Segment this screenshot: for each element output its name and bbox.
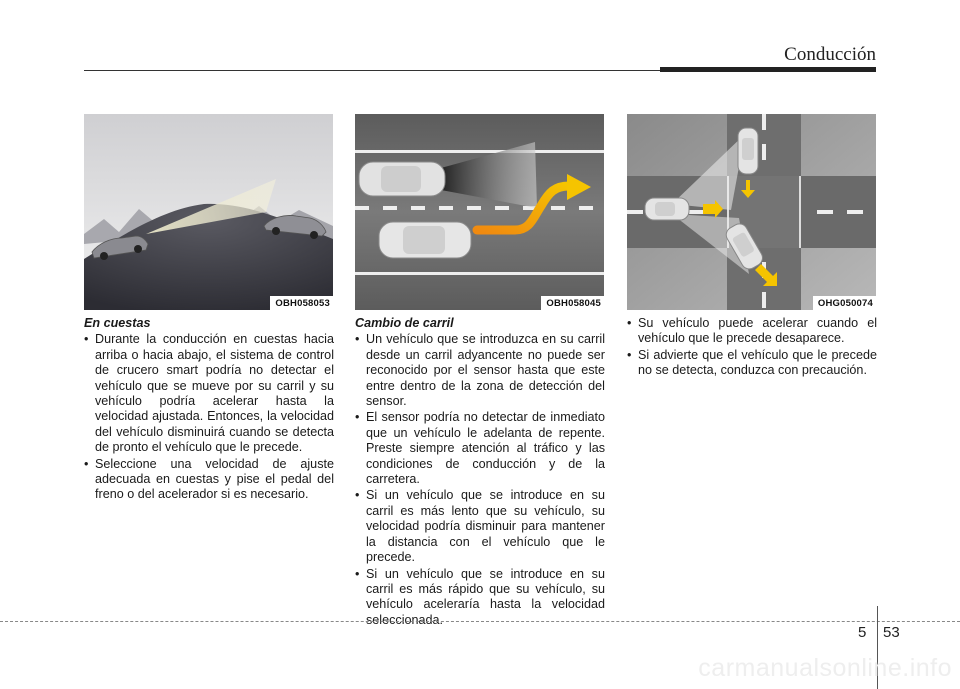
- list-item: • Durante la conducción en cuestas hacia arriba o hacia abajo, el sistema de control de crucero smart podría no detectar el vehículo que se mueve por su carril y su vehículo podría acelerar hasta la velocidad ajustada. Entonces, la velocidad del vehículo disminuirá cuando se detecta de pronto el vehículo que le precede.: [84, 332, 334, 455]
- figure-code: OBH058045: [541, 296, 604, 310]
- list-item: • El sensor podría no detectar de inmediato que un vehículo le adelanta de repente. Preste siempre atención al tráfico y las condiciones de conducción y de la carretera.: [355, 410, 605, 487]
- bullet-list: [627, 316, 877, 379]
- car-own-icon: [359, 162, 445, 196]
- figure-hills: [84, 114, 333, 310]
- chapter-number: 5: [858, 624, 867, 641]
- page-number: 53: [883, 624, 900, 641]
- intersection-illustration: [627, 114, 876, 310]
- figure-code: OBH058053: [270, 296, 333, 310]
- lane-change-illustration: [355, 114, 604, 310]
- figure-intersection: [627, 114, 876, 310]
- header-rule-thick: [660, 67, 876, 72]
- watermark: carmanualsonline.info: [698, 654, 952, 682]
- list-item: • Si advierte que el vehículo que le precede no se detecta, conduzca con precaución.: [627, 348, 877, 379]
- figure-lane-change: [355, 114, 604, 310]
- car-ahead-icon: [738, 128, 758, 174]
- hills-illustration: [84, 114, 333, 310]
- car-adjacent-icon: [379, 222, 471, 258]
- bullet-list: [355, 332, 605, 628]
- section-title: Cambio de carril: [355, 316, 454, 330]
- list-item: • Su vehículo puede acelerar cuando el vehículo que le precede desaparece.: [627, 316, 877, 347]
- footer-dashed-rule: [0, 621, 960, 622]
- car-crossing-icon: [645, 198, 689, 220]
- figure-code: OHG050074: [813, 296, 876, 310]
- list-item: • Un vehículo que se introduzca en su carril desde un carril adyancente no puede ser reconocido por el sensor hasta que este entre dentro de la zona de detección del sensor.: [355, 332, 605, 409]
- column-hills: [84, 316, 334, 504]
- bullet-list: [84, 332, 334, 502]
- page-header-title: Conducción: [784, 44, 876, 65]
- list-item: • Si un vehículo que se introduce en su carril es más rápido que su vehículo, su vehículo aceleraría hasta la velocidad seleccionada.: [355, 567, 605, 629]
- column-intersection: [627, 316, 877, 380]
- list-item: • Si un vehículo que se introduce en su carril es más lento que su vehículo, su velocidad podría disminuir para mantener la distancia con el vehículo que le precede.: [355, 488, 605, 565]
- header-rule-thin: [84, 70, 660, 71]
- list-item: • Seleccione una velocidad de ajuste adecuada en cuestas y pise el pedal del freno o del acelerador si es necesario.: [84, 457, 334, 503]
- column-lane-change: [355, 316, 605, 629]
- section-title: En cuestas: [84, 316, 151, 330]
